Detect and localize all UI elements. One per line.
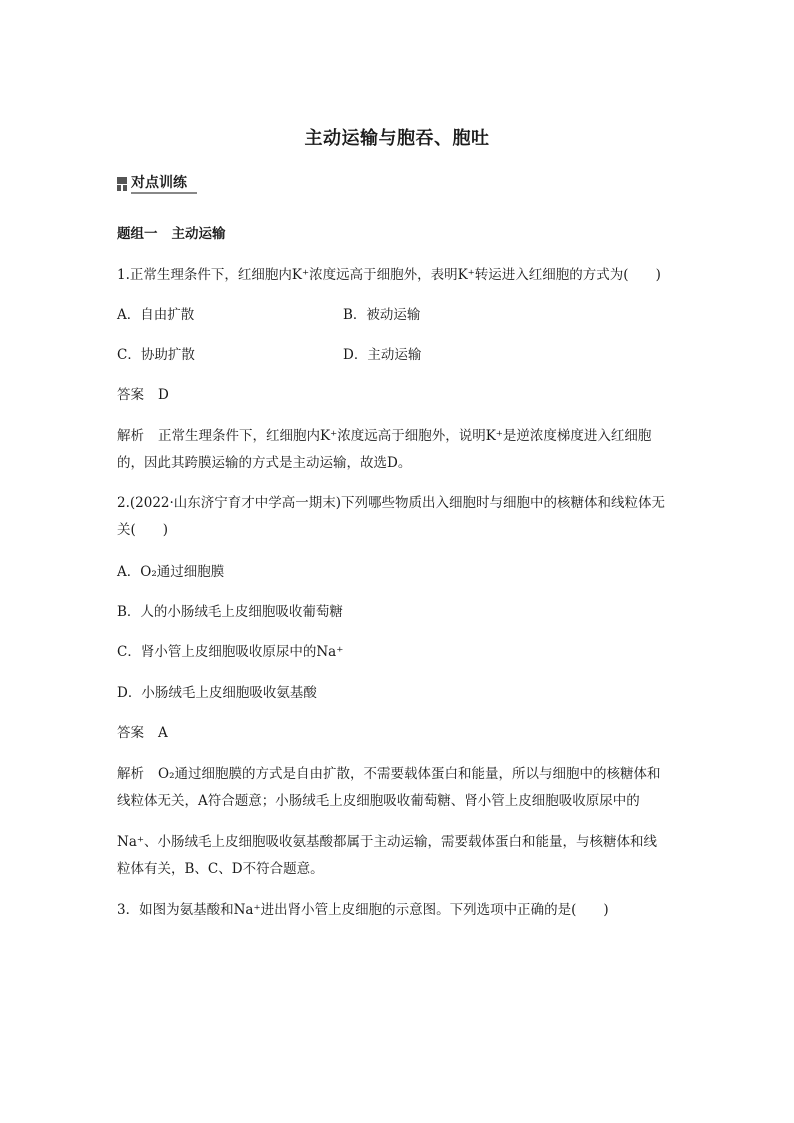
q2-analysis-line-2: 线粒体无关，A符合题意；小肠绒毛上皮细胞吸收葡萄糖、肾小管上皮细胞吸收原尿中的: [117, 793, 640, 809]
q2-option-b: B．人的小肠绒毛上皮细胞吸收葡萄糖: [117, 604, 343, 620]
q2-option-d: D．小肠绒毛上皮细胞吸收氨基酸: [117, 685, 317, 701]
q2-answer: [117, 723, 168, 743]
analysis-text: O₂通过细胞膜的方式是自由扩散，不需要载体蛋白和能量，所以与细胞中的核糖体和: [158, 766, 661, 782]
q2-stem-line-1: 2.(2022·山东济宁育才中学高一期末)下列哪些物质出入细胞时与细胞中的核糖体和线粒体无: [117, 495, 666, 511]
q3-stem: 3．如图为氨基酸和Na⁺进出肾小管上皮细胞的示意图。下列选项中正确的是( ): [117, 902, 609, 918]
answer-label: 答案: [117, 725, 144, 741]
q1-analysis-line-2: 的，因此其跨膜运输的方式是主动运输，故选D。: [117, 455, 412, 471]
q1-option-c: C．协助扩散: [117, 347, 195, 363]
group-label: 题组一: [117, 226, 158, 242]
q2-analysis-line-1: [117, 764, 660, 784]
q1-option-a: A．自由扩散: [117, 307, 195, 323]
section-label: 对点训练: [131, 174, 197, 194]
section-header: [117, 174, 197, 194]
analysis-label: 解析: [117, 428, 144, 444]
analysis-text: 正常生理条件下，红细胞内K⁺浓度远高于细胞外，说明K⁺是逆浓度梯度进入红细胞: [158, 428, 652, 444]
section-marker-icon: [117, 177, 127, 191]
answer-value: A: [158, 725, 168, 741]
q2-option-c: C．肾小管上皮细胞吸收原尿中的Na⁺: [117, 644, 344, 660]
q1-stem: 1.正常生理条件下，红细胞内K⁺浓度远高于细胞外，表明K⁺转运进入红细胞的方式为( ): [117, 267, 661, 283]
group-topic: 主动运输: [171, 226, 226, 242]
answer-value: D: [158, 387, 169, 403]
page-title: 主动运输与胞吞、胞吐: [304, 128, 490, 149]
q1-answer: [117, 385, 169, 405]
q1-option-b: B．被动运输: [343, 307, 421, 323]
q1-option-d: D．主动运输: [343, 347, 422, 363]
q2-analysis-line-3: Na⁺、小肠绒毛上皮细胞吸收氨基酸都属于主动运输，需要载体蛋白和能量，与核糖体和线: [117, 834, 657, 850]
q2-option-a: A．O₂通过细胞膜: [117, 564, 225, 580]
q2-stem-line-2: 关( ): [117, 522, 169, 538]
q2-analysis-line-4: 粒体有关，B、C、D不符合题意。: [117, 861, 324, 877]
analysis-label: 解析: [117, 766, 144, 782]
group-heading: [117, 224, 226, 244]
q1-analysis-line-1: [117, 426, 651, 446]
answer-label: 答案: [117, 387, 144, 403]
